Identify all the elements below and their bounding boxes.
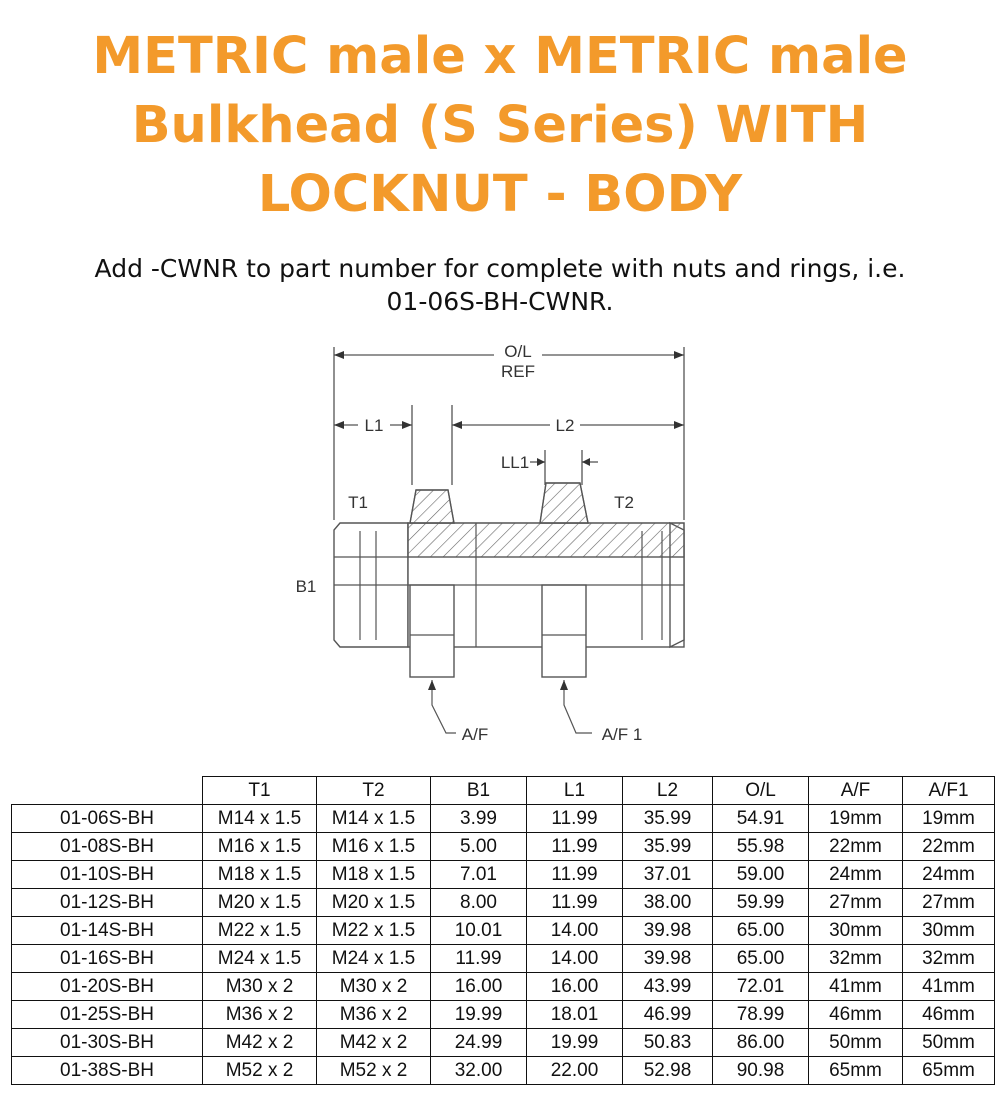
ll1-label: LL1 <box>500 453 530 472</box>
table-cell: 55.98 <box>713 833 809 861</box>
table-cell: 35.99 <box>623 805 713 833</box>
table-cell: M52 x 2 <box>203 1057 317 1085</box>
note-line: 01-06S-BH-CWNR. <box>386 287 614 316</box>
table-cell: 78.99 <box>713 1001 809 1029</box>
table-cell: M16 x 1.5 <box>317 833 431 861</box>
page-title <box>0 22 1000 229</box>
table-cell: 41mm <box>809 973 903 1001</box>
table-cell: 90.98 <box>713 1057 809 1085</box>
table-cell: 11.99 <box>431 945 527 973</box>
table-cell: 5.00 <box>431 833 527 861</box>
part-number-cell: 01-20S-BH <box>12 973 203 1001</box>
column-header: O/L <box>713 777 809 805</box>
table-cell: M20 x 1.5 <box>317 889 431 917</box>
table-cell: 72.01 <box>713 973 809 1001</box>
af-label: A/F <box>461 725 489 744</box>
column-header: T2 <box>317 777 431 805</box>
table-cell: 65mm <box>903 1057 995 1085</box>
column-header: T1 <box>203 777 317 805</box>
table-row <box>12 833 995 861</box>
table-cell: M24 x 1.5 <box>317 945 431 973</box>
table-cell: 41mm <box>903 973 995 1001</box>
dimension-table <box>11 776 995 1085</box>
table-cell: M20 x 1.5 <box>203 889 317 917</box>
table-cell: 39.98 <box>623 917 713 945</box>
table-cell: 32mm <box>809 945 903 973</box>
column-header: A/F <box>809 777 903 805</box>
table-cell: M14 x 1.5 <box>317 805 431 833</box>
l2-label: L2 <box>555 416 575 435</box>
ol-label: O/L <box>504 342 532 361</box>
table-row <box>12 805 995 833</box>
table-cell: 43.99 <box>623 973 713 1001</box>
table-cell: 14.00 <box>527 917 623 945</box>
table-row <box>12 861 995 889</box>
t1-label: T1 <box>348 493 368 512</box>
t2-label: T2 <box>614 493 634 512</box>
table-cell: 50mm <box>809 1029 903 1057</box>
table-cell: 30mm <box>809 917 903 945</box>
table-cell: 65.00 <box>713 945 809 973</box>
table-cell: 27mm <box>903 889 995 917</box>
table-cell: 22mm <box>809 833 903 861</box>
table-cell: 19mm <box>809 805 903 833</box>
table-cell: 35.99 <box>623 833 713 861</box>
table-header-row <box>12 777 995 805</box>
l1-label: L1 <box>364 416 384 435</box>
table-cell: 24.99 <box>431 1029 527 1057</box>
table-cell: 11.99 <box>527 833 623 861</box>
table-cell: 11.99 <box>527 805 623 833</box>
table-cell: 52.98 <box>623 1057 713 1085</box>
table-cell: 65.00 <box>713 917 809 945</box>
table-cell: 86.00 <box>713 1029 809 1057</box>
table-cell: 18.01 <box>527 1001 623 1029</box>
table-cell: 24mm <box>903 861 995 889</box>
corner-cell <box>12 777 203 805</box>
part-number-cell: 01-14S-BH <box>12 917 203 945</box>
table-row <box>12 889 995 917</box>
table-cell: M22 x 1.5 <box>203 917 317 945</box>
table-cell: M36 x 2 <box>203 1001 317 1029</box>
column-header: B1 <box>431 777 527 805</box>
ref-label: REF <box>501 362 535 381</box>
table-cell: M18 x 1.5 <box>317 861 431 889</box>
part-number-cell: 01-10S-BH <box>12 861 203 889</box>
table-cell: 19.99 <box>431 1001 527 1029</box>
column-header: L2 <box>623 777 713 805</box>
table-cell: M18 x 1.5 <box>203 861 317 889</box>
table-cell: 50.83 <box>623 1029 713 1057</box>
table-cell: 14.00 <box>527 945 623 973</box>
table-cell: 22mm <box>903 833 995 861</box>
table-cell: 7.01 <box>431 861 527 889</box>
table-row <box>12 917 995 945</box>
table-cell: M52 x 2 <box>317 1057 431 1085</box>
table-cell: 46.99 <box>623 1001 713 1029</box>
table-cell: 19.99 <box>527 1029 623 1057</box>
table-cell: 65mm <box>809 1057 903 1085</box>
table-cell: M30 x 2 <box>203 973 317 1001</box>
table-cell: 3.99 <box>431 805 527 833</box>
table-cell: M16 x 1.5 <box>203 833 317 861</box>
table-row <box>12 973 995 1001</box>
column-header: L1 <box>527 777 623 805</box>
part-number-cell: 01-38S-BH <box>12 1057 203 1085</box>
table-row <box>12 945 995 973</box>
table-cell: M24 x 1.5 <box>203 945 317 973</box>
fitting-drawing <box>270 335 730 755</box>
table-cell: 27mm <box>809 889 903 917</box>
part-number-cell: 01-12S-BH <box>12 889 203 917</box>
b1-label: B1 <box>295 577 317 596</box>
table-cell: M14 x 1.5 <box>203 805 317 833</box>
table-cell: 11.99 <box>527 861 623 889</box>
part-number-cell: 01-06S-BH <box>12 805 203 833</box>
table-row <box>12 1029 995 1057</box>
table-cell: 59.00 <box>713 861 809 889</box>
title-line: LOCKNUT - BODY <box>257 165 743 224</box>
table-cell: 19mm <box>903 805 995 833</box>
table-cell: 24mm <box>809 861 903 889</box>
table-cell: 22.00 <box>527 1057 623 1085</box>
table-cell: 38.00 <box>623 889 713 917</box>
table-cell: 16.00 <box>431 973 527 1001</box>
part-number-cell: 01-30S-BH <box>12 1029 203 1057</box>
title-line: Bulkhead (S Series) WITH <box>131 96 869 155</box>
table-cell: 46mm <box>903 1001 995 1029</box>
part-number-cell: 01-16S-BH <box>12 945 203 973</box>
table-body <box>12 805 995 1085</box>
table-cell: 10.01 <box>431 917 527 945</box>
table-cell: M22 x 1.5 <box>317 917 431 945</box>
table-row <box>12 1057 995 1085</box>
table-cell: 16.00 <box>527 973 623 1001</box>
table-cell: 8.00 <box>431 889 527 917</box>
table-cell: 37.01 <box>623 861 713 889</box>
table-cell: 46mm <box>809 1001 903 1029</box>
note-line: Add -CWNR to part number for complete with nuts and rings, i.e. <box>94 254 906 283</box>
table-cell: 39.98 <box>623 945 713 973</box>
table-cell: 32.00 <box>431 1057 527 1085</box>
af1-label: A/F 1 <box>601 725 643 744</box>
table-cell: 32mm <box>903 945 995 973</box>
table-row <box>12 1001 995 1029</box>
part-number-cell: 01-25S-BH <box>12 1001 203 1029</box>
table-cell: 50mm <box>903 1029 995 1057</box>
table-cell: M36 x 2 <box>317 1001 431 1029</box>
title-line: METRIC male x METRIC male <box>92 27 908 86</box>
table-cell: M42 x 2 <box>203 1029 317 1057</box>
table-cell: 30mm <box>903 917 995 945</box>
table-cell: 59.99 <box>713 889 809 917</box>
part-number-cell: 01-08S-BH <box>12 833 203 861</box>
column-header: A/F1 <box>903 777 995 805</box>
table-cell: 11.99 <box>527 889 623 917</box>
table-cell: M42 x 2 <box>317 1029 431 1057</box>
ordering-note <box>0 252 1000 318</box>
table-cell: 54.91 <box>713 805 809 833</box>
table-cell: M30 x 2 <box>317 973 431 1001</box>
